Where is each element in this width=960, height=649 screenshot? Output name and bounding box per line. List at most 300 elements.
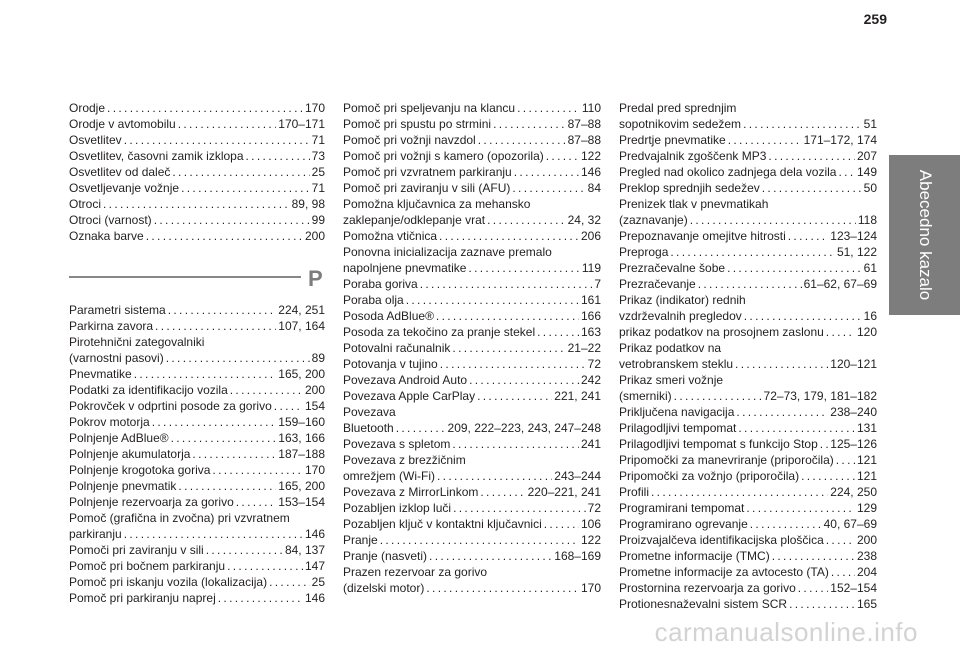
index-term: Orodje v avtomobilu	[69, 117, 176, 131]
index-entry	[69, 318, 325, 334]
index-term: Povezava Android Auto	[343, 373, 468, 387]
index-term: Poraba olja	[343, 293, 404, 307]
index-page-ref: 118	[857, 213, 877, 227]
dot-leader	[396, 420, 446, 436]
index-term: Ponovna inicializacija zaznave premalo	[343, 245, 552, 259]
index-page-ref: 220–221, 241	[527, 485, 601, 499]
index-term: Pozabljen izklop luči	[343, 501, 452, 515]
index-page-ref: 165, 200	[278, 367, 325, 381]
index-entry	[343, 340, 601, 356]
index-term: Pranje	[343, 533, 378, 547]
index-entry	[69, 196, 325, 212]
index-term: Pomoč pri zaviranju v sili (AFU)	[343, 181, 511, 195]
index-entry	[343, 484, 601, 500]
dot-leader	[124, 132, 310, 148]
index-page-ref: 200	[304, 229, 325, 243]
index-entry	[619, 548, 877, 564]
dot-leader	[274, 398, 303, 414]
index-entry	[343, 532, 601, 548]
dot-leader	[168, 302, 277, 318]
index-entry	[343, 564, 601, 580]
index-page-ref: 125–126	[830, 437, 877, 451]
index-entry	[343, 516, 601, 532]
index-term: (dizelski motor)	[343, 581, 425, 595]
index-entry	[69, 462, 325, 478]
index-page-ref: 129	[856, 501, 877, 515]
index-entry	[619, 452, 877, 468]
dot-leader	[512, 180, 585, 196]
index-term: Proizvajalčeva identifikacijska ploščica	[619, 533, 824, 547]
index-page-ref: 207	[856, 149, 877, 163]
index-page-ref: 51	[863, 117, 877, 131]
index-term: Pokrov motorja	[69, 415, 150, 429]
index-page-ref: 204	[856, 565, 877, 579]
index-page-ref: 121	[856, 469, 877, 483]
index-page-ref: 200	[304, 383, 325, 397]
index-page-ref: 123–124	[830, 229, 877, 243]
index-entry	[69, 164, 325, 180]
section-divider	[69, 276, 301, 278]
dot-leader	[690, 212, 856, 228]
index-page-ref: 51, 122	[836, 245, 877, 259]
index-term: Osvetlitev	[69, 133, 122, 147]
index-entry	[343, 420, 601, 436]
index-page-ref: 25	[311, 165, 325, 179]
index-page-ref: 153–154	[278, 495, 325, 509]
index-page-ref: 149	[856, 165, 877, 179]
dot-leader	[154, 212, 310, 228]
index-term: Otroci	[69, 197, 102, 211]
dot-leader	[744, 308, 862, 324]
index-term: Povezava Apple CarPlay	[343, 389, 476, 403]
dot-leader	[429, 548, 552, 564]
dot-leader	[178, 116, 277, 132]
index-term: Prostornina rezervoarja za gorivo	[619, 581, 796, 595]
index-term: Pomoč pri spustu po strmini	[343, 117, 492, 131]
index-entry	[619, 180, 877, 196]
dot-leader	[736, 404, 828, 420]
index-term: Pomoč (grafična in zvočna) pri vzvratnem	[69, 511, 290, 525]
index-page-ref: 187–188	[278, 447, 325, 461]
dot-leader	[836, 452, 855, 468]
index-term: Prazen rezervoar za gorivo	[343, 565, 488, 579]
dot-leader	[674, 388, 762, 404]
dot-leader	[155, 318, 276, 334]
index-term: Predrtje pnevmatike	[619, 133, 726, 147]
index-page-ref: 72	[587, 501, 601, 515]
index-entry	[343, 292, 601, 308]
index-page-ref: 146	[304, 591, 325, 605]
dot-leader	[838, 164, 854, 180]
index-term: Pranje (nasveti)	[343, 549, 428, 563]
index-term: Prilagodljivi tempomat s funkcijo Stop	[619, 437, 818, 451]
index-page-ref: 107, 164	[278, 319, 325, 333]
index-term: Pirotehnični zategovalniki	[69, 335, 205, 349]
index-term: Povezava z brezžičnim	[343, 453, 466, 467]
dot-leader	[436, 308, 579, 324]
index-entry	[619, 308, 877, 324]
index-page-ref: 87–88	[567, 117, 601, 131]
index-page-ref: 120	[856, 325, 877, 339]
index-entry	[69, 398, 325, 414]
index-entry	[619, 516, 877, 532]
index-entry	[69, 494, 325, 510]
dot-leader	[452, 340, 565, 356]
index-entry	[69, 228, 325, 244]
index-term: (zaznavanje)	[619, 213, 688, 227]
index-entry	[619, 468, 877, 484]
index-page-ref: 73	[311, 149, 325, 163]
dot-leader	[762, 180, 862, 196]
index-entry	[69, 510, 325, 526]
index-term: Prezračevanje	[619, 277, 696, 291]
index-entry	[619, 532, 877, 548]
index-page-ref: 122	[580, 149, 601, 163]
dot-leader	[728, 132, 802, 148]
index-term: omrežjem (Wi-Fi)	[343, 469, 435, 483]
index-term: parkiranju	[69, 527, 122, 541]
index-entry	[343, 548, 601, 564]
index-term: Pregled nad okolico zadnjega dela vozila	[619, 165, 837, 179]
index-term: Poraba goriva	[343, 277, 418, 291]
index-page-ref: 221, 241	[554, 389, 601, 403]
index-page-ref: 89, 98	[291, 197, 325, 211]
index-entry	[69, 132, 325, 148]
index-term: Pomožna vtičnica	[343, 229, 438, 243]
index-term: Pokrovček v odprtini posode za gorivo	[69, 399, 272, 413]
index-entry	[619, 500, 877, 516]
index-entry	[69, 180, 325, 196]
dot-leader	[230, 382, 303, 398]
dot-leader	[477, 388, 552, 404]
index-term: Oznaka barve	[69, 229, 144, 243]
index-page-ref: 72	[587, 357, 601, 371]
dot-leader	[420, 276, 593, 292]
index-page-ref: 106	[580, 517, 601, 531]
index-term: Polnjenje pnevmatik	[69, 479, 177, 493]
index-page-ref: 120–121	[830, 357, 877, 371]
index-term: sopotnikovim sedežem	[619, 117, 742, 131]
dot-leader	[380, 532, 579, 548]
index-entry	[69, 430, 325, 446]
index-entry	[619, 564, 877, 580]
index-term: Pomoč pri speljevanju na klancu	[343, 101, 516, 115]
index-entry	[619, 228, 877, 244]
index-page-ref: 61–62, 67–69	[803, 277, 877, 291]
dot-leader	[124, 526, 303, 542]
dot-leader	[746, 500, 855, 516]
dot-leader	[146, 228, 303, 244]
index-page-ref: 206	[580, 229, 601, 243]
dot-leader	[698, 276, 802, 292]
index-page-ref: 40, 67–69	[823, 517, 877, 531]
dot-leader	[206, 542, 283, 558]
index-term: (smerniki)	[619, 389, 672, 403]
index-entry	[343, 196, 601, 212]
index-term: Pomoč pri vožnji s kamero (opozorila)	[343, 149, 544, 163]
index-term: Prikaz (indikator) rednih	[619, 293, 746, 307]
index-entry	[69, 366, 325, 382]
index-term: Osvetljevanje vožnje	[69, 181, 180, 195]
index-term: Polnjenje rezervoarja za gorivo	[69, 495, 234, 509]
index-page-ref: 163, 166	[278, 431, 325, 445]
index-entry	[343, 180, 601, 196]
dot-leader	[103, 196, 290, 212]
index-page-ref: 89	[311, 351, 325, 365]
index-term: Posoda za tekočino za pranje stekel	[343, 325, 536, 339]
index-entry	[619, 580, 877, 596]
index-entry	[619, 100, 877, 116]
index-term: Povezava	[343, 405, 396, 419]
index-page-ref: 146	[304, 527, 325, 541]
index-entry	[619, 356, 877, 372]
dot-leader	[107, 100, 303, 116]
index-page-ref: 170	[304, 463, 325, 477]
index-page-ref: 152–154	[830, 581, 877, 595]
dot-leader	[772, 548, 855, 564]
index-page-ref: 21–22	[567, 341, 601, 355]
index-page-ref: 161	[580, 293, 601, 307]
dot-leader	[735, 356, 828, 372]
index-entry	[343, 148, 601, 164]
index-term: Programirano ogrevanje	[619, 517, 748, 531]
index-page-ref: 87–88	[567, 133, 601, 147]
dot-leader	[166, 350, 310, 366]
index-page-ref: 121	[856, 453, 877, 467]
index-entry	[619, 116, 877, 132]
dot-leader	[768, 148, 855, 164]
index-page-ref: 166	[580, 309, 601, 323]
index-term: Prepoznavanje omejitve hitrosti	[619, 229, 786, 243]
index-term: Priključena navigacija	[619, 405, 735, 419]
index-page-ref: 71	[311, 181, 325, 195]
index-page-ref: 72–73, 179, 181–182	[763, 389, 877, 403]
index-term: Pripomočki za manevriranje (priporočila)	[619, 453, 834, 467]
dot-leader	[798, 580, 829, 596]
index-page-ref: 84, 137	[284, 543, 325, 557]
index-entry	[343, 356, 601, 372]
index-entry	[343, 164, 601, 180]
dot-leader	[440, 356, 586, 372]
dot-leader	[134, 366, 277, 382]
index-entry	[343, 468, 601, 484]
index-term: Prenizek tlak v pnevmatikah	[619, 197, 769, 211]
index-term: Povezava s spletom	[343, 437, 451, 451]
index-page-ref: 25	[311, 575, 325, 589]
index-entry	[343, 228, 601, 244]
index-entry	[619, 420, 877, 436]
dot-leader	[750, 516, 822, 532]
index-entry	[69, 558, 325, 574]
index-entry	[69, 302, 325, 318]
index-entry	[69, 590, 325, 606]
index-entry	[343, 404, 601, 420]
index-term: Orodje	[69, 101, 106, 115]
index-entry	[343, 436, 601, 452]
dot-leader	[544, 516, 579, 532]
index-page-ref: 154	[304, 399, 325, 413]
watermark: carmanualsonline.info	[654, 617, 918, 647]
index-entry	[69, 148, 325, 164]
index-entry	[619, 148, 877, 164]
index-entry	[619, 260, 877, 276]
index-page-ref: 200	[856, 533, 877, 547]
index-entry	[69, 414, 325, 430]
index-entry	[619, 164, 877, 180]
dot-leader	[192, 446, 276, 462]
index-page-ref: 50	[863, 181, 877, 195]
index-page-ref: 84	[587, 181, 601, 195]
index-term: Preproga	[619, 245, 669, 259]
dot-leader	[172, 164, 309, 180]
index-page-ref: 24, 32	[567, 213, 601, 227]
page-number: 259	[863, 11, 887, 27]
index-entry	[619, 196, 877, 212]
dot-leader	[439, 228, 579, 244]
index-term: Polnjenje akumulatorja	[69, 447, 191, 461]
dot-leader	[493, 116, 566, 132]
index-term: Pomoč pri bočnem parkiranju	[69, 559, 226, 573]
index-page-ref: 131	[856, 421, 877, 435]
index-entry	[619, 340, 877, 356]
index-term: Prilagodljivi tempomat	[619, 421, 737, 435]
dot-leader	[517, 100, 580, 116]
index-entry	[69, 212, 325, 228]
index-page-ref: 163	[580, 325, 601, 339]
index-term: Pomoči pri zaviranju v sili	[69, 543, 204, 557]
index-entry	[343, 116, 601, 132]
index-entry	[619, 132, 877, 148]
index-page-ref: 110	[581, 101, 601, 115]
index-term: Pomožna ključavnica za mehansko	[343, 197, 531, 211]
index-side-tab	[889, 155, 960, 315]
dot-leader	[212, 462, 303, 478]
index-entry	[69, 542, 325, 558]
dot-leader	[487, 212, 566, 228]
dot-leader	[788, 228, 829, 244]
dot-leader	[171, 430, 277, 446]
index-term: Otroci (varnost)	[69, 213, 152, 227]
index-page-ref: 170–171	[278, 117, 325, 131]
index-entry	[69, 382, 325, 398]
index-entry	[343, 580, 601, 596]
index-entry	[69, 526, 325, 542]
index-term: Bluetooth	[343, 421, 394, 435]
index-term: Programirani tempomat	[619, 501, 745, 515]
dot-leader	[468, 260, 579, 276]
index-term: Posoda AdBlue®	[343, 309, 434, 323]
index-entry	[343, 260, 601, 276]
index-term: Polnjenje krogotoka goriva	[69, 463, 211, 477]
dot-leader	[826, 324, 855, 340]
index-page-ref: 170	[304, 101, 325, 115]
index-term: Pomoč pri vzvratnem parkiranju	[343, 165, 512, 179]
index-page-ref: 171–172, 174	[803, 133, 877, 147]
index-term: Prikaz smeri vožnje	[619, 373, 724, 387]
dot-leader	[727, 260, 862, 276]
dot-leader	[514, 164, 579, 180]
dot-leader	[546, 148, 579, 164]
index-page-ref: 71	[311, 133, 325, 147]
index-entry	[619, 276, 877, 292]
index-entry	[619, 324, 877, 340]
index-page-ref: 209, 222–223, 243, 247–248	[447, 421, 601, 435]
index-entry	[343, 276, 601, 292]
index-page-ref: 61	[863, 261, 877, 275]
index-term: (varnostni pasovi)	[69, 351, 164, 365]
index-entry	[343, 372, 601, 388]
index-term: Preklop sprednjih sedežev	[619, 181, 760, 195]
index-term: Protionesnaževalni sistem SCR	[619, 597, 788, 611]
dot-leader	[218, 590, 303, 606]
dot-leader	[743, 116, 862, 132]
index-page-ref: 238	[856, 549, 877, 563]
index-entry	[69, 350, 325, 366]
index-entry	[69, 334, 325, 350]
index-entry	[343, 244, 601, 260]
index-page-ref: 168–169	[554, 549, 601, 563]
index-term: Podatki za identifikacijo vozila	[69, 383, 228, 397]
index-entry	[619, 484, 877, 500]
index-page-ref: 241	[580, 437, 601, 451]
index-entry	[343, 452, 601, 468]
index-term: Pripomočki za vožnjo (priporočila)	[619, 469, 800, 483]
dot-leader	[826, 532, 855, 548]
index-entry	[619, 212, 877, 228]
index-page-ref: 243–244	[554, 469, 601, 483]
dot-leader	[651, 484, 828, 500]
index-entry	[343, 100, 601, 116]
dot-leader	[246, 148, 310, 164]
index-page-ref: 170	[580, 581, 601, 595]
index-term: Prometne informacije za avtocesto (TA)	[619, 565, 829, 579]
dot-leader	[236, 494, 277, 510]
dot-leader	[406, 292, 579, 308]
index-term: vzdrževalnih pregledov	[619, 309, 742, 323]
index-entry	[69, 574, 325, 590]
index-page-ref: 99	[311, 213, 325, 227]
index-term: Potovanja v tujino	[343, 357, 438, 371]
dot-leader	[820, 436, 829, 452]
index-term: Prikaz podatkov na	[619, 341, 722, 355]
index-term: Profili	[619, 485, 650, 499]
index-entry	[343, 500, 601, 516]
dot-leader	[426, 580, 579, 596]
dot-leader	[437, 468, 552, 484]
index-page-ref: 238–240	[830, 405, 877, 419]
dot-leader	[152, 414, 277, 430]
dot-leader	[452, 436, 579, 452]
dot-leader	[670, 244, 835, 260]
index-term: Pomoč pri parkiranju naprej	[69, 591, 216, 605]
dot-leader	[789, 596, 855, 612]
index-term: Osvetlitev od daleč	[69, 165, 171, 179]
dot-leader	[801, 468, 855, 484]
index-entry	[69, 100, 325, 116]
index-term: Pnevmatike	[69, 367, 132, 381]
index-page-ref: 242	[580, 373, 601, 387]
index-term: Pomoč pri iskanju vozila (lokalizacija)	[69, 575, 268, 589]
index-term: prikaz podatkov na prosojnem zaslonu	[619, 325, 824, 339]
index-term: Pomoč pri vožnji navzdol	[343, 133, 476, 147]
index-term: napolnjene pnevmatike	[343, 261, 467, 275]
index-term: Potovalni računalnik	[343, 341, 451, 355]
dot-leader	[269, 574, 310, 590]
index-term: Polnjenje AdBlue®	[69, 431, 169, 445]
index-entry	[69, 478, 325, 494]
index-page-ref: 159–160	[278, 415, 325, 429]
index-entry	[343, 212, 601, 228]
